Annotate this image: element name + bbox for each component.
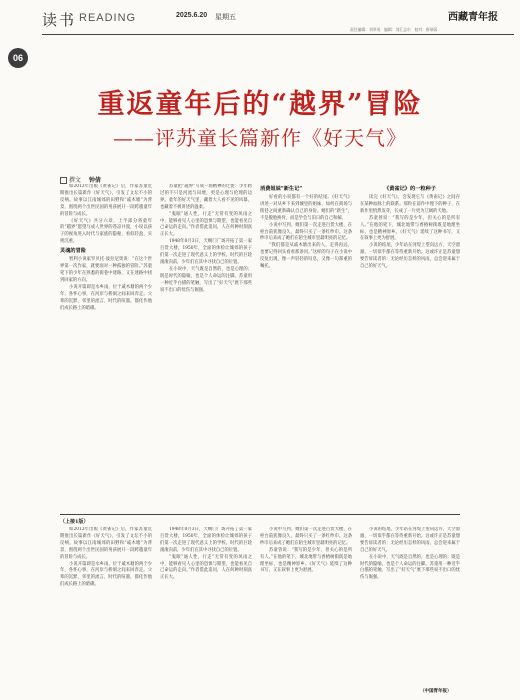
paragraph: 小说开篇即是水乡雨，位于戚木塘的两个少年，各怀心事，在河岸与桥洞之间来回奔走。父辈的沉默、邻里的流言、时代的喧嚣，都化作他们成长路上的暗礁。 [60, 284, 152, 311]
article-column-3 [260, 184, 352, 504]
paragraph: “鬼眼”通人性，行走“无常有变的风雨之中，能够看见人心里的恐惧与期望，也能看见自己命运的走向。”作者借此追问，人在何种时刻真正长大。 [160, 554, 252, 581]
paragraph: 苏童曾说：“我写的是少年，但关心的是所有人。”在他的笔下，城北地带与香椿树街既是地理坐标，也是精神原乡。《好天气》延续了这种书写，又在叙事上更为舒展。 [360, 215, 460, 242]
lower-column-2 [160, 527, 252, 692]
paper-name: 西藏青年报 [448, 12, 498, 23]
paragraph: 小说开篇即是水乡雨，位于戚木塘的两个少年，各怀心事，在河岸与桥洞之间来回奔走。父辈的沉默、邻里的流言、时代的喧嚣，都化作他们成长路上的暗礁。 [60, 561, 152, 588]
paragraph: 智利小说家罗贝托·波拉尼奥说：“在这个世界第一次作家，就要面对一种孤独的冒险。”苏童笔下的少年在熟悉的街巷中迷路，又在迷路中找到回家的方向。 [60, 257, 152, 283]
paragraph: “鬼眼”通人性，行走“无常有变的风雨之中，能够看见人心里的恐惧与期望，也能看见自己命运的走向。”作者借此追问，人在何种时刻真正长大。 [160, 211, 252, 238]
lower-column-3 [260, 527, 352, 692]
source-credit: （中国青年报） [420, 689, 452, 694]
byline [60, 175, 101, 184]
paragraph: 如2013年出版《黄雀记》后，作家苏童近期推出长篇新作《好天气》，引发了文坛不小的反响。故事以江南城郊的田野和“戚木塘”为背景，围绕两个出世民国的男孩展开一段跨越童年的冒险与成长。 [60, 184, 152, 217]
article-column-1 [60, 184, 152, 504]
byline-author: 钟倩 [88, 177, 101, 184]
issue-weekday: 星期五 [215, 13, 236, 21]
paragraph: 1948年8月3日，天赐门广场开拓了第一家百货大楼，1950年，全面的体检让城郊的孩子们第一次走进了现代意义上的学校。时代的巨轮滚滚向前，少年们在其中寻找自己的位置。 [160, 239, 252, 265]
header-rule [42, 34, 514, 35]
paragraph: 小说的结尾，少年站在河堤上望向远方，天空澄澈，一切似乎都在等待重新开始。这或许正是苏童想要告诉读者的：无论经历怎样的风雨，总会迎来属于自己的好天气。 [360, 527, 460, 553]
section-heading: 灵魂的冒险 [60, 248, 86, 255]
section-heading: 《黄雀记》的一粒种子 [384, 186, 436, 192]
paragraph: 读完《好天气》，会发现它与《黄雀记》之间存在某种血脉上的联系。那粒在前作中埋下的种子，在新作里悄然发芽，长成了一片更为辽阔的天地。 [360, 195, 460, 214]
pen-icon [60, 177, 67, 184]
paragraph: 1948年8月3日，天赐门广场开拓了第一家百货大楼，1950年，全面的体检让城郊的孩子们第一次走进了现代意义上的学校。时代的巨轮滚滚向前，少年们在其中寻找自己的位置。 [160, 527, 252, 553]
lower-column-4 [360, 527, 460, 685]
section-label: 读书 [42, 11, 77, 29]
editors-line: 责任编辑：刘翠英 编辑：刘汇志尔 校对：崔瑞蓉 [350, 27, 438, 32]
page-number-badge: 06 [8, 48, 28, 68]
paragraph: 苏童把“越界”写成一场精神的迁徙：少年跨过的不只是河流与田埂，更是心理与伦理的边界。童年的好天气里，藏着大人看不见的风暴，也藏着不被讲述的温柔。 [160, 184, 252, 210]
article-column-2 [160, 184, 252, 504]
section-heading: 消费姐妹“新生记” [260, 186, 303, 192]
lower-box-label: （上接1版） [60, 519, 89, 525]
paragraph: 好看的小说都有一个好的结尾。《好天气》讲述一对从乡下来到城里的姐妹，如何在商场与街巷之间重新确认自己的身份。她们的“新生”，不是脱胎换骨，而是学会与旧日的自己和解。 [260, 195, 352, 221]
section-label-en: READING [79, 12, 137, 24]
paragraph: 在小说中，天气既是自然的，也是心理的；既是时代的隐喻，也是个人命运的注脚。苏童用一种近乎白描的笔触，写出了“好天气”底下那些说不出口的忧伤与倔强。 [360, 554, 460, 581]
issue-date: 2025.6.20 [176, 12, 208, 19]
lower-column-1 [60, 527, 152, 692]
paragraph: 《好天气》共分六章，上半部分将童年的“越界”愿望与成人世界的苍凉并置，小说以孩子的视角进入时代与家族的隐秘，看似轻盈，实则沉重。 [60, 218, 152, 245]
paragraph: 小说中写到，她们第一次走进百货大楼，在柜台前犹豫良久，最终只买了一条红纱巾。这条纱巾后来成了她们在陌生城市里最明亮的记忆。 [260, 527, 352, 546]
paragraph: 在小说中，天气既是自然的，也是心理的；既是时代的隐喻，也是个人命运的注脚。苏童用一种近乎白描的笔触，写出了“好天气”底下那些说不出口的忧伤与倔强。 [160, 266, 252, 293]
article-headline: 重返童年后的“越界”冒险 [97, 89, 423, 120]
article-column-4 [360, 184, 460, 504]
lower-box-rule [60, 514, 460, 515]
paragraph: “我们都是从戚木塘出来的人，走得再远，也要记得回头看看那条河。”这样的句子在小说中反复出现，像一声轻轻的叹息，又像一句郑重的嘱托。 [260, 243, 352, 270]
paragraph: 苏童曾说：“我写的是少年，但关心的是所有人。”在他的笔下，城北地带与香椿树街既是地理坐标，也是精神原乡。《好天气》延续了这种书写，又在叙事上更为舒展。 [260, 547, 352, 574]
page-header [0, 0, 520, 63]
paragraph: 如2013年出版《黄雀记》后，作家苏童近期推出长篇新作《好天气》，引发了文坛不小的反响。故事以江南城郊的田野和“戚木塘”为背景，围绕两个出世民国的男孩展开一段跨越童年的冒险与成长。 [60, 527, 152, 560]
byline-label: 撰文 [68, 177, 81, 184]
article-subhead: ——评苏童长篇新作《好天气》 [113, 126, 407, 150]
paragraph: 小说中写到，她们第一次走进百货大楼，在柜台前犹豫良久，最终只买了一条红纱巾。这条纱巾后来成了她们在陌生城市里最明亮的记忆。 [260, 222, 352, 242]
paragraph: 小说的结尾，少年站在河堤上望向远方，天空澄澈，一切似乎都在等待重新开始。这或许正是苏童想要告诉读者的：无论经历怎样的风雨，总会迎来属于自己的好天气。 [360, 243, 460, 270]
